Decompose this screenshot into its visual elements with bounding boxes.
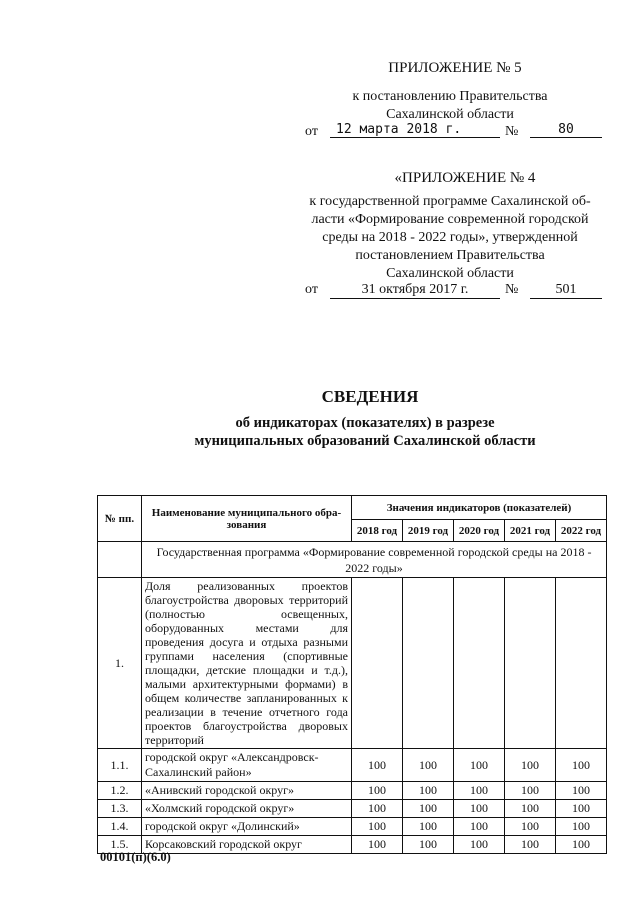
row-value: 100 — [403, 836, 454, 854]
row-value: 100 — [352, 782, 403, 800]
document-heading: СВЕДЕНИЯ — [321, 387, 419, 406]
number-label: № — [505, 124, 519, 139]
row-value: 100 — [505, 749, 556, 782]
header-name: Наименование муниципального обра-зования — [142, 496, 352, 542]
from-label: от — [305, 124, 318, 139]
row-value: 100 — [505, 818, 556, 836]
row-value: 100 — [505, 836, 556, 854]
row-value: 100 — [352, 749, 403, 782]
indicator-value-cell — [454, 578, 505, 749]
table-row — [98, 836, 607, 854]
indicator-value-cell — [403, 578, 454, 749]
header-year: 2021 год — [505, 520, 556, 542]
row-value: 100 — [556, 800, 607, 818]
appendix-4-line: к государственной программе Сахалинской об- — [309, 194, 591, 209]
program-num-cell — [98, 542, 142, 578]
appendix-5-number: 80 — [530, 122, 602, 138]
indicator-num: 1. — [98, 578, 142, 749]
document-subheading-2: муниципальных образований Сахалинской области — [194, 433, 536, 449]
header-year: 2019 год — [403, 520, 454, 542]
from-label: от — [305, 282, 318, 297]
row-value: 100 — [403, 818, 454, 836]
row-value: 100 — [352, 818, 403, 836]
appendix-4-number: 501 — [530, 282, 602, 299]
row-value: 100 — [556, 836, 607, 854]
row-num: 1.2. — [98, 782, 142, 800]
row-value: 100 — [556, 782, 607, 800]
row-value: 100 — [454, 836, 505, 854]
appendix-5-date-row — [305, 122, 605, 144]
appendix-5-title: ПРИЛОЖЕНИЕ № 5 — [388, 60, 522, 76]
table-row — [98, 818, 607, 836]
row-name: «Анивский городской округ» — [142, 782, 352, 800]
header-year: 2022 год — [556, 520, 607, 542]
table-row — [98, 782, 607, 800]
row-num: 1.3. — [98, 800, 142, 818]
row-num: 1.1. — [98, 749, 142, 782]
indicator-value-cell — [505, 578, 556, 749]
program-row — [98, 542, 607, 578]
appendix-4-text — [300, 193, 600, 283]
appendix-5-line2: Сахалинской области — [386, 107, 514, 122]
indicator-text: Доля реализованных проектов благоустройства дворовых территорий (полностью освещенных, оборудованных местами для проведения досуга и отдыха разными группами населения (спортивные площадки, детские площадки и т.д.), малыми архитектурными формами) в общем количестве запланированных к реализации в течение отчетного года проектов благоустройства дворовых территорий — [142, 578, 352, 749]
row-value: 100 — [454, 782, 505, 800]
row-value: 100 — [454, 818, 505, 836]
row-value: 100 — [403, 800, 454, 818]
indicator-value-cell — [556, 578, 607, 749]
appendix-4-line: ласти «Формирование современной городской — [311, 212, 589, 227]
row-value: 100 — [352, 836, 403, 854]
row-value: 100 — [403, 749, 454, 782]
row-name: «Холмский городской округ» — [142, 800, 352, 818]
row-value: 100 — [556, 818, 607, 836]
table-row — [98, 749, 607, 782]
document-subheading-1: об индикаторах (показателях) в разрезе — [235, 415, 495, 431]
appendix-4-date: 31 октября 2017 г. — [330, 282, 500, 299]
indicators-table — [97, 495, 607, 854]
indicator-value-cell — [352, 578, 403, 749]
appendix-4-line: постановлением Правительства — [355, 248, 545, 263]
table-header-row — [98, 496, 607, 520]
row-name: Корсаковский городской округ — [142, 836, 352, 854]
appendix-4-title: «ПРИЛОЖЕНИЕ № 4 — [394, 170, 536, 186]
program-title: Государственная программа «Формирование современной городской среды на 2018 - 2022 годы» — [142, 542, 607, 578]
table-row — [98, 800, 607, 818]
row-value: 100 — [454, 800, 505, 818]
row-value: 100 — [454, 749, 505, 782]
row-num: 1.4. — [98, 818, 142, 836]
row-name: городской округ «Долинский» — [142, 818, 352, 836]
appendix-5-line1: к постановлению Правительства — [352, 89, 548, 104]
document-code: 00101(п)(6.0) — [100, 850, 171, 864]
header-values: Значения индикаторов (показателей) — [352, 496, 607, 520]
appendix-4-date-row — [305, 280, 605, 302]
row-name: городской округ «Александровск-Сахалинский район» — [142, 749, 352, 782]
row-value: 100 — [352, 800, 403, 818]
row-value: 100 — [505, 782, 556, 800]
header-num: № пп. — [98, 496, 142, 542]
appendix-5-date: 12 марта 2018 г. — [330, 122, 500, 138]
header-year: 2018 год — [352, 520, 403, 542]
indicator-row — [98, 578, 607, 749]
appendix-4-line: среды на 2018 - 2022 годы», утвержденной — [322, 230, 578, 245]
row-value: 100 — [403, 782, 454, 800]
appendix-4-line: Сахалинской области — [386, 266, 514, 281]
number-label: № — [505, 282, 519, 297]
row-value: 100 — [556, 749, 607, 782]
header-year: 2020 год — [454, 520, 505, 542]
row-num: 1.5. — [98, 836, 142, 854]
row-value: 100 — [505, 800, 556, 818]
